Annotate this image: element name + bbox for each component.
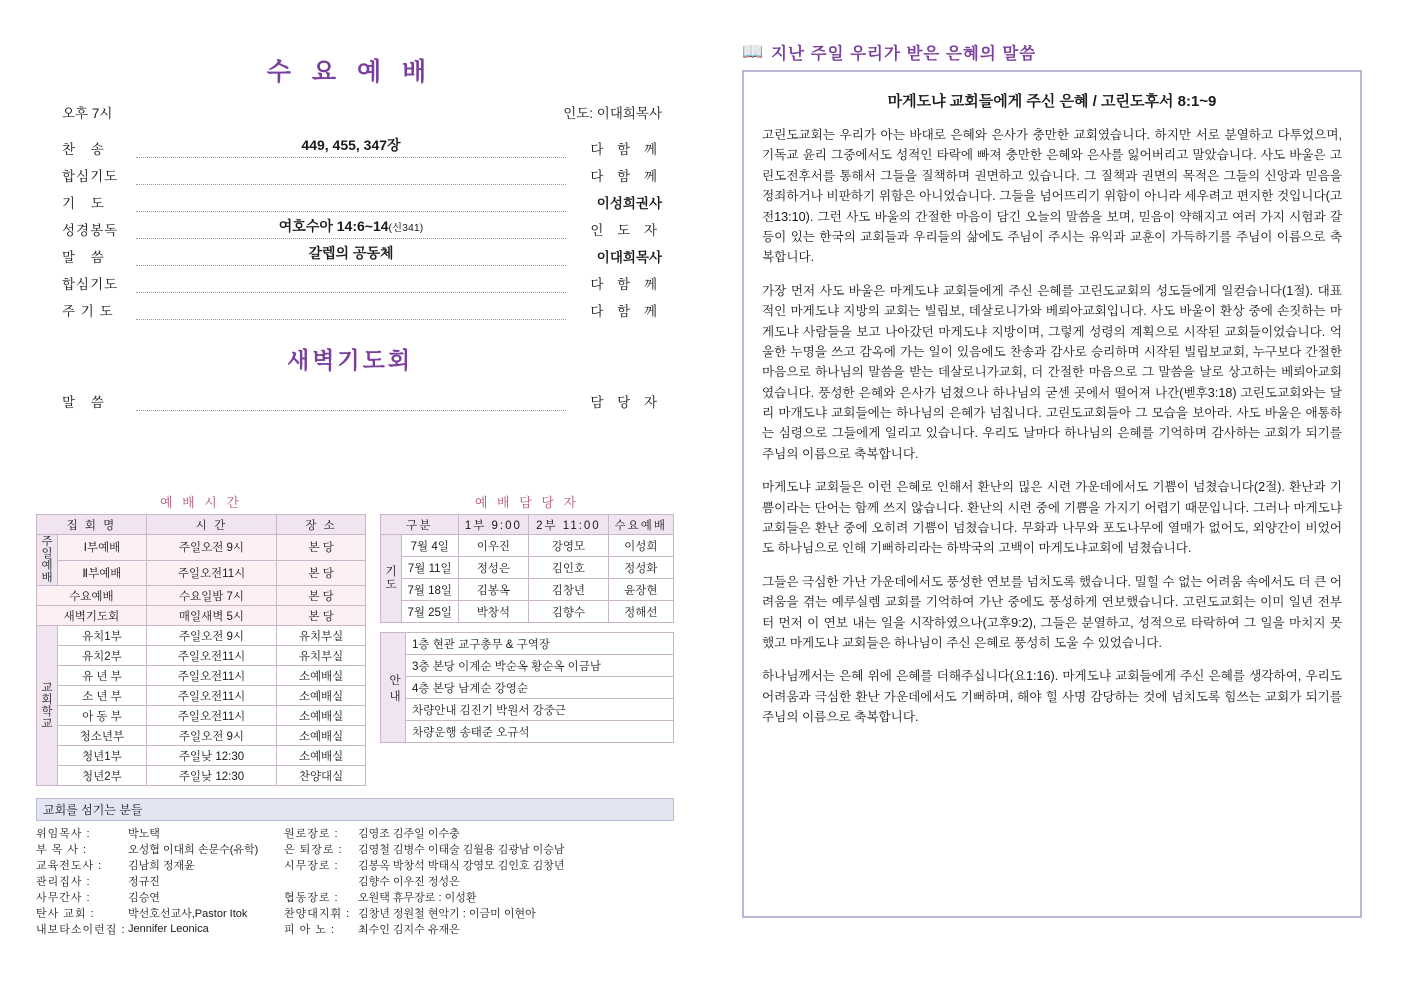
list-item — [36, 825, 284, 841]
order-content — [136, 135, 566, 158]
servant-names: 김영조 김주일 이수충 — [358, 828, 460, 840]
group-label-prayer: 기도 — [381, 535, 402, 623]
order-content — [136, 216, 566, 239]
servant-role: 사무간사 : — [36, 892, 91, 904]
table-row — [381, 579, 674, 601]
sermon-box — [742, 70, 1362, 918]
list-item — [36, 873, 284, 889]
meeting-time: 주일오전 9시 — [146, 726, 276, 746]
duty-wed: 정해선 — [608, 601, 673, 623]
guide-line: 차량운행 송태준 오규석 — [406, 721, 674, 743]
servant-role: 내보타소이런집 : — [36, 924, 126, 936]
table-row — [37, 726, 366, 746]
table-row — [37, 560, 366, 586]
meeting-name: 수요예배 — [37, 586, 147, 606]
wednesday-service-title: 수 요 예 배 — [266, 58, 434, 86]
order-assignee: 인 도 자 — [590, 223, 662, 238]
table-row — [37, 666, 366, 686]
col-wednesday-service: 수요예배 — [608, 515, 673, 535]
servant-names: Jennifer Leonica — [128, 923, 209, 935]
group-label-church-school: 교회학교 — [37, 626, 58, 786]
meeting-name: 청소년부 — [58, 726, 147, 746]
sermon-paragraph: 그들은 극심한 가난 가운데에서도 풍성한 연보를 넘치도록 했습니다. 밀힐 수 없는 어려움 속에서도 더 큰 어려움을 겪는 예루실렘 교회를 기억하여 가난 중에도 풍성하게 연보했습니다. 고린도교회는 이미 일년 전부터 먼저 이 연보 내는 일을 시작하였으나(고후9:2), 그들은 분열하고, 성적으로 타락하여 그 일을 마치지 못했고 마게도냐 교회들은 하나님이 주신 은혜로 풍성히 도울 수 있었습니다. — [762, 574, 1342, 650]
group-label-sunday: 주일예배 — [37, 535, 58, 586]
servant-role: 원로장로 : — [284, 828, 339, 840]
order-content-text: 여호수아 14:6~14 — [278, 218, 389, 234]
order-content — [136, 192, 566, 212]
worship-duty-block — [380, 492, 674, 786]
duty-wed: 윤장현 — [608, 579, 673, 601]
col-meeting-name: 집 회 명 — [37, 515, 147, 535]
meeting-name: 새벽기도회 — [37, 606, 147, 626]
meeting-place: 찬양대실 — [277, 766, 366, 786]
meeting-time: 주일오전 9시 — [146, 626, 276, 646]
meeting-time: 주일오전11시 — [146, 666, 276, 686]
duty-first: 김봉옥 — [458, 579, 529, 601]
servant-names: 김승연 — [128, 892, 160, 904]
order-label: 기 도 — [62, 196, 110, 211]
duty-date: 7월 25일 — [402, 601, 459, 623]
table-row — [381, 633, 674, 655]
col-time: 시 간 — [146, 515, 276, 535]
table-row — [381, 677, 674, 699]
meeting-time: 주일낮 12:30 — [146, 746, 276, 766]
order-label: 말 씀 — [62, 395, 110, 410]
servants-right-column — [284, 825, 674, 937]
duty-first: 박창석 — [458, 601, 529, 623]
wednesday-order-of-service — [0, 131, 700, 320]
meeting-place: 유치부실 — [277, 646, 366, 666]
sermon-section-header — [742, 40, 1362, 64]
sermon-paragraph: 하나님께서는 은혜 위에 은혜를 더해주십니다(요1:16). 마게도냐 교회들에게 주신 은혜를 생각하여, 우리도 어려움과 극심한 환난 가운데에서도 기뻐하며, 해야 힐 사명 감당하는 것에 넘치도록 힘쓰는 교회가 되기를 주님의 이름으로 축복합니다. — [762, 669, 1342, 725]
list-item — [284, 889, 674, 905]
servant-role: 은 퇴장로 : — [284, 844, 343, 856]
table-row — [37, 686, 366, 706]
list-item — [36, 921, 284, 937]
order-row — [62, 293, 662, 320]
servant-names: 김봉옥 박창석 박태식 강영모 김인호 김창년 — [358, 860, 565, 872]
dawn-order-of-service — [0, 384, 700, 411]
duty-date: 7월 18일 — [402, 579, 459, 601]
meeting-time: 수요일밤 7시 — [146, 586, 276, 606]
order-content-text: 449, 455, 347장 — [301, 137, 401, 153]
meeting-place: 소예배실 — [277, 666, 366, 686]
meeting-time: 주일오전11시 — [146, 706, 276, 726]
list-item — [284, 825, 674, 841]
servant-role: 부 목 사 : — [36, 844, 88, 856]
sermon-body — [762, 125, 1342, 728]
table-row — [37, 626, 366, 646]
servant-names: 김창년 정원철 현악기 : 이금미 이현아 — [358, 908, 536, 920]
group-label-guide: 안내 — [381, 633, 406, 743]
servants-left-column — [36, 825, 284, 937]
meeting-name: Ⅱ부예배 — [58, 560, 147, 586]
order-row — [62, 185, 662, 212]
order-label: 찬 송 — [62, 142, 110, 157]
order-assignee-text: 이대희목사 — [596, 250, 662, 265]
duty-date: 7월 4일 — [402, 535, 459, 557]
list-item — [284, 873, 674, 889]
table-row — [37, 535, 366, 561]
order-row — [62, 212, 662, 239]
servant-role: 위임목사 : — [36, 828, 91, 840]
meeting-place: 본 당 — [277, 606, 366, 626]
order-label: 합심기도 — [62, 169, 119, 184]
servant-role: 교육전도사 : — [36, 860, 103, 872]
meeting-time: 주일오전11시 — [146, 686, 276, 706]
servant-names: 박선호선교사,Pastor Itok — [128, 908, 248, 920]
order-content — [136, 300, 566, 320]
list-item — [284, 921, 674, 937]
order-label: 주 기 도 — [62, 304, 114, 319]
meeting-name: 소 년 부 — [58, 686, 147, 706]
meeting-time: 매일새벽 5시 — [146, 606, 276, 626]
table-row — [381, 655, 674, 677]
servant-names: 김영철 김병수 이태술 김월용 김광남 이승남 — [358, 844, 565, 856]
order-content — [136, 391, 566, 411]
wednesday-service-header — [0, 102, 700, 122]
meeting-name: 청년1부 — [58, 746, 147, 766]
sermon-paragraph: 가장 먼저 사도 바울은 마게도냐 교회들에게 주신 은혜를 고린도교회의 성도들에게 일컫습니다(1절). 대표적인 마게도냐 지방의 교회는 빌립보, 데살로니가와 베뢰아교회입니다. 사도 바울이 환상 중에 손짓하는 마게도냐 사람들을 보고 나아갔던 마게도냐 지방이며, 그렇게 성령의 계획으로 시작된 교회들이었습니다. 억울한 누명을 쓰고 감옥에 가는 일이 있음에도 찬송과 감사로 승리하며 시작된 빌립보교회, 누구보다 간절한 마음으로 하나님의 말씀을 받는 데살로니가교회, 더 간절한 마음으로 그 말씀을 날로 상고하는 베뢰아교회였습니다. 풍성한 은혜와 은사가 넘쳤으나 하나님의 굳센 곳에서 떨어져 나간(벧후3:18) 고린도교회와는 달리 마개도냐 교회들에는 하나님의 은혜가 넘칩니다. 고린도교회들아 그 모습을 보아라. 사도 바울은 애통하는 심령으로 그들에게 일리고 있습니다. 우리도 날마다 하나님의 은혜를 기억하며 감사하는 교회가 되기를 주님의 이름으로 축복합니다. — [762, 283, 1342, 461]
list-item — [284, 841, 674, 857]
order-assignee — [566, 246, 662, 266]
order-content — [136, 243, 566, 266]
worship-schedule-block — [36, 492, 366, 786]
list-item — [36, 905, 284, 921]
guide-line: 차량안내 김진기 박원서 강중근 — [406, 699, 674, 721]
sermon-title: 마게도냐 교회들에게 주신 은혜 / 고린도후서 8:1~9 — [887, 93, 1217, 110]
order-assignee: 다 함 께 — [590, 142, 662, 157]
order-row — [62, 158, 662, 185]
order-assignee: 다 함 께 — [590, 169, 662, 184]
servant-names: 김향수 이우진 정성은 — [358, 876, 460, 888]
servant-names: 정규진 — [128, 876, 160, 888]
church-servants-heading: 교회를 섬기는 분들 — [36, 798, 674, 821]
col-second-service: 2부 11:00 — [529, 515, 608, 535]
servant-names: 박노택 — [128, 828, 160, 840]
col-first-service: 1부 9:00 — [458, 515, 529, 535]
duty-wed: 이성희 — [608, 535, 673, 557]
col-place: 장 소 — [277, 515, 366, 535]
order-label: 성경봉독 — [62, 223, 119, 238]
meeting-place: 소예배실 — [277, 706, 366, 726]
order-label: 합심기도 — [62, 277, 119, 292]
guide-block — [380, 632, 674, 743]
servant-role: 찬양대지휘 : — [284, 908, 351, 920]
guide-table — [380, 632, 674, 743]
info-tables — [36, 492, 674, 786]
order-content — [136, 273, 566, 293]
table-row — [37, 586, 366, 606]
servant-names: 오원택 휴무장로 : 이성환 — [358, 892, 477, 904]
servant-role: 관리집사 : — [36, 876, 91, 888]
meeting-time: 주일오전11시 — [146, 560, 276, 586]
meeting-name: 청년2부 — [58, 766, 147, 786]
servant-names: 오성협 이대희 손문수(유학) — [128, 844, 259, 856]
sermon-paragraph: 마게도냐 교회들은 이런 은혜로 인해서 환난의 믾은 시련 가운데에서도 기쁨이 넘쳤습니다(2절). 환난과 기쁨이라는 단어는 함께 쓰지 않습니다. 환난의 시련 중에 기쁨을 가지기 어렵기 때문입니다. 그러나 마게도냐 교회들은 환난 중에 오히려 기쁨이 넘쳤습니다. 무화과 나무와 포도나무에 열매가 없어도, 외양간이 비었어도 하나님으로 인해 기뻐하리라는 하박국의 고백이 마게도냐교회에 넘쳤습니다. — [762, 480, 1342, 556]
meeting-place: 유치부실 — [277, 626, 366, 646]
order-row — [62, 266, 662, 293]
duty-first: 이우진 — [458, 535, 529, 557]
table-header-row — [37, 515, 366, 535]
table-row — [381, 721, 674, 743]
order-content — [136, 165, 566, 185]
duty-second: 김인호 — [529, 557, 608, 579]
meeting-place: 본 당 — [277, 535, 366, 561]
meeting-name: 유 년 부 — [58, 666, 147, 686]
table-row — [37, 606, 366, 626]
table-row — [37, 766, 366, 786]
worship-duty-heading: 예 배 담 당 자 — [474, 495, 580, 510]
order-label: 말 씀 — [62, 250, 110, 265]
sermon-section-title: 지난 주일 우리가 받은 은혜의 말씀 — [771, 45, 1037, 63]
duty-second: 강영모 — [529, 535, 608, 557]
meeting-place: 소예배실 — [277, 686, 366, 706]
meeting-place: 본 당 — [277, 586, 366, 606]
worship-duty-table — [380, 514, 674, 623]
table-row — [37, 706, 366, 726]
right-column — [742, 40, 1362, 918]
order-row — [62, 239, 662, 266]
guide-line: 3층 본당 이계순 박순옥 황순옥 이금남 — [406, 655, 674, 677]
list-item — [284, 857, 674, 873]
meeting-name: 유치1부 — [58, 626, 147, 646]
servant-role: 피 아 노 : — [284, 924, 336, 936]
guide-line: 4층 본당 남계순 강영순 — [406, 677, 674, 699]
order-content-text: 갈렙의 공동체 — [308, 245, 394, 261]
table-row — [37, 746, 366, 766]
meeting-time: 주일오전 9시 — [146, 535, 276, 561]
list-item — [36, 841, 284, 857]
order-assignee: 다 함 께 — [590, 304, 662, 319]
church-servants-block — [36, 798, 674, 937]
meeting-place: 소예배실 — [277, 746, 366, 766]
order-assignee: 다 함 께 — [590, 277, 662, 292]
servant-role: 협동장로 : — [284, 892, 339, 904]
list-item — [36, 889, 284, 905]
worship-schedule-table — [36, 514, 366, 786]
left-column — [0, 0, 700, 992]
order-row — [62, 131, 662, 158]
scripture-hymnal-number: (신341) — [388, 222, 424, 234]
meeting-name: 유치2부 — [58, 646, 147, 666]
table-row — [381, 535, 674, 557]
service-time: 오후 7시 — [62, 106, 113, 121]
table-row — [37, 646, 366, 666]
servant-names: 김남희 정재윤 — [128, 860, 195, 872]
dawn-prayer-title: 새벽기도회 — [286, 347, 414, 373]
sermon-paragraph: 고린도교회는 우리가 아는 바대로 은혜와 은사가 충만한 교회였습니다. 하지만 서로 분열하고 다투었으며, 기독교 윤리 그중에서도 성적인 타락에 빠져 충만한 은혜와 은사를 잃어버리고 말았습니다. 사도 바울은 고린도전후서를 통해서 그들을 질책하며 권면하고 있습니다. 그 질책과 권면의 목적은 그들의 신앙과 믿음을 정죄하거나 비판하기 위함은 아니었습니다. 그들을 넘어뜨리기 위함이 아니라 세우려고 편지한 것입니다(고전13:10). 그런 사도 바울의 간절한 마음이 담긴 오늘의 말씀을 보며, 믿음이 약해지고 여러 가지 시험과 갈등이 있는 한국의 교회들과 우리들의 삶에도 주님이 주시는 유익과 교훈이 가득하기를 주님이 이름으로 축복합니다. — [762, 128, 1342, 265]
table-row — [381, 601, 674, 623]
table-row — [381, 699, 674, 721]
meeting-place: 소예배실 — [277, 726, 366, 746]
order-assignee-text: 이성희권사 — [596, 196, 662, 211]
duty-second: 김창년 — [529, 579, 608, 601]
duty-first: 정성은 — [458, 557, 529, 579]
book-icon: 📖 — [742, 42, 765, 61]
list-item — [36, 857, 284, 873]
table-header-row — [381, 515, 674, 535]
meeting-name: 아 동 부 — [58, 706, 147, 726]
duty-date: 7월 11일 — [402, 557, 459, 579]
duty-wed: 정성화 — [608, 557, 673, 579]
servant-names: 최수인 김지수 유재은 — [358, 924, 460, 936]
meeting-time: 주일오전11시 — [146, 646, 276, 666]
service-leader: 인도: 이대희목사 — [563, 106, 662, 121]
servant-role: 시무장로 : — [284, 860, 339, 872]
servant-role: 탄사 교회 : — [36, 908, 95, 920]
meeting-place: 본 당 — [277, 560, 366, 586]
worship-schedule-heading: 예 배 시 간 — [159, 495, 243, 510]
order-assignee — [566, 192, 662, 212]
list-item — [284, 905, 674, 921]
guide-line: 1층 현관 교구총무 & 구역장 — [406, 633, 674, 655]
col-division: 구분 — [381, 515, 459, 535]
order-assignee: 담 당 자 — [590, 395, 662, 410]
duty-second: 김향수 — [529, 601, 608, 623]
meeting-name: Ⅰ부예배 — [58, 535, 147, 561]
order-row — [62, 384, 662, 411]
table-row — [381, 557, 674, 579]
meeting-time: 주일낮 12:30 — [146, 766, 276, 786]
